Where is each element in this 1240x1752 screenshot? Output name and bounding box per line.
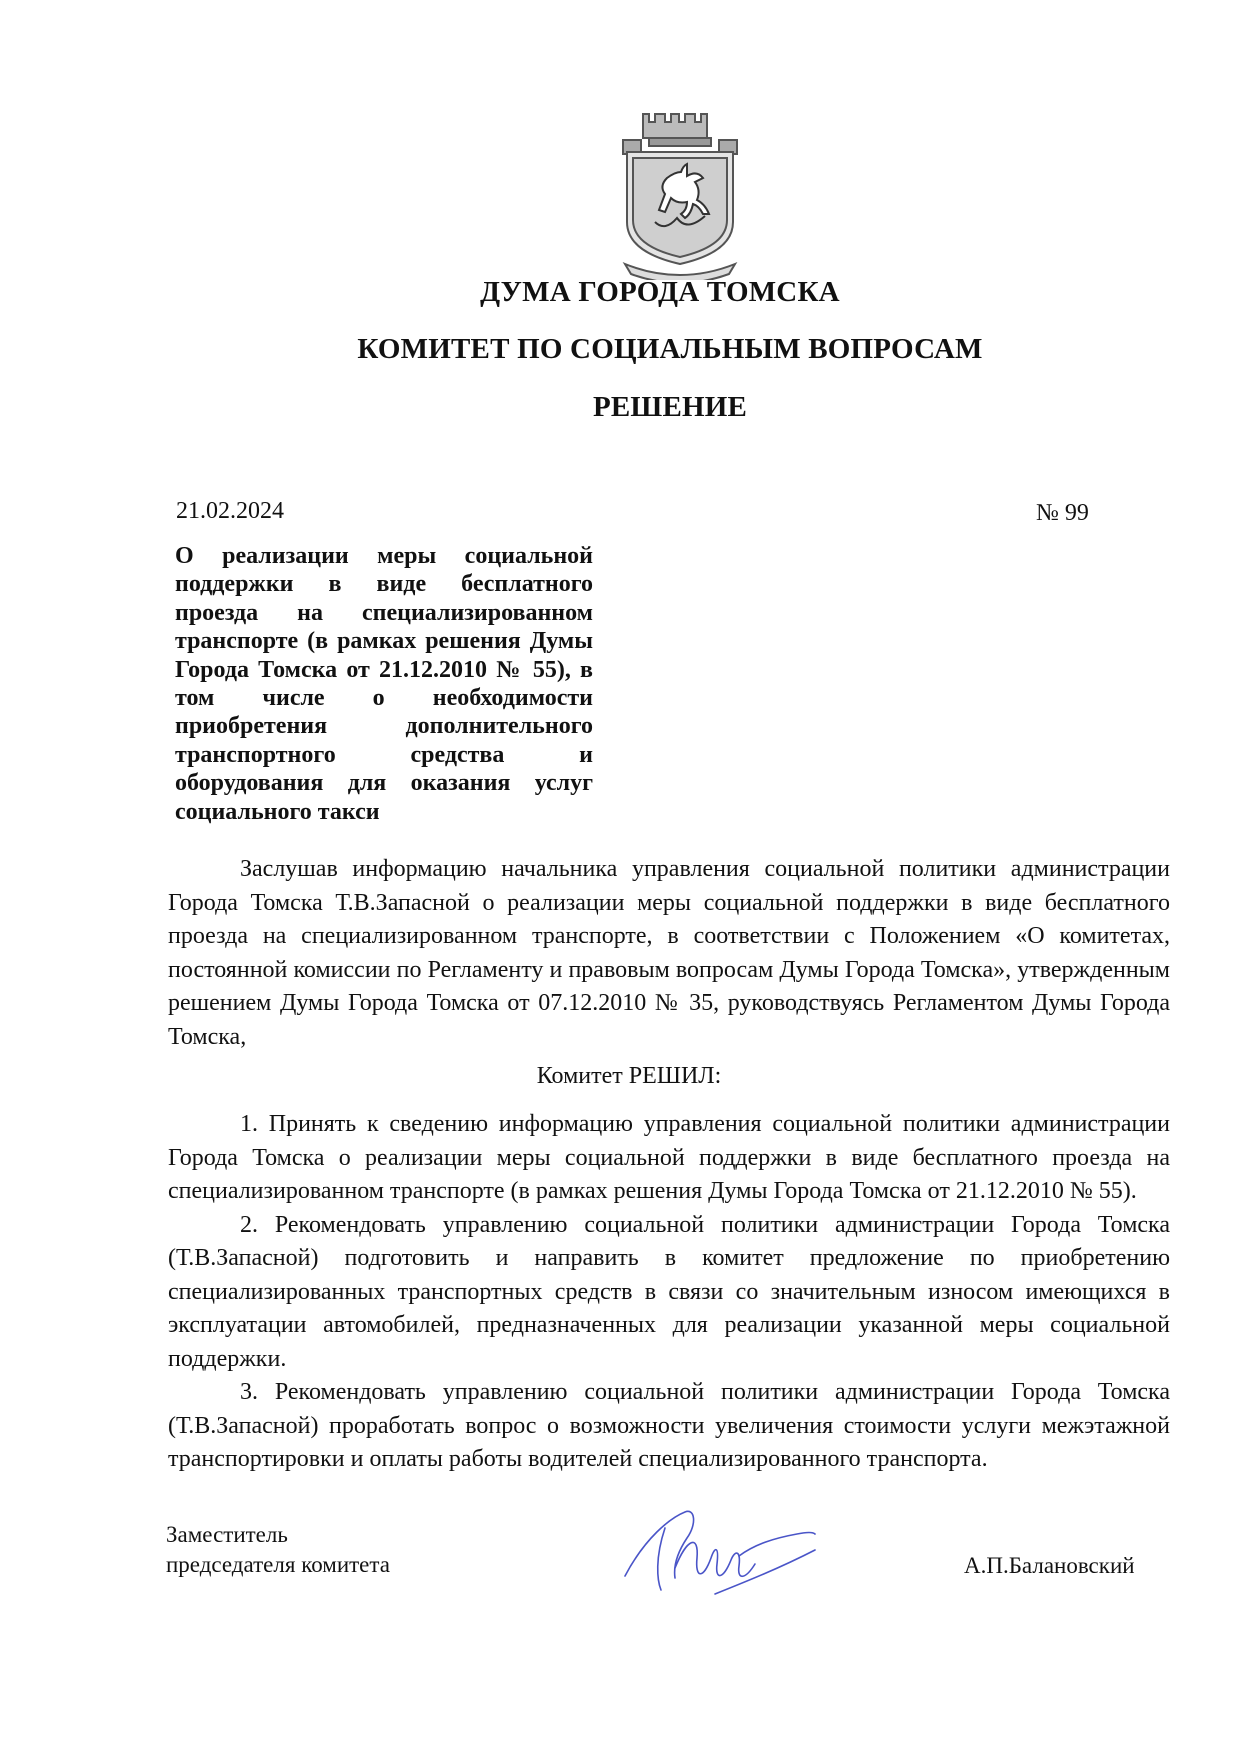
tomsk-coat-of-arms-icon — [615, 104, 745, 280]
document-type-title: РЕШЕНИЕ — [592, 391, 748, 423]
signatory-position — [166, 1520, 390, 1580]
resolution-items — [168, 1108, 1170, 1477]
intro-paragraph — [168, 853, 1170, 1054]
resolution-item-1: 1. Принять к сведению информацию управления социальной политики администрации Города Томска о реализации меры социальной поддержки в виде бесплатного проезда на специализированном транспорте (в рамках решения Думы Города Томска от 21.12.2010 № 55). — [168, 1111, 1170, 1204]
document-subject: О реализации меры социальной поддержки в виде бесплатного проезда на специализированном транспорте (в рамках решения Думы Города Томска от 21.12.2010 № 55), в том числе о необходимости приобретения дополнительного транспортного средства и оборудования для оказания услуг социального такси — [175, 543, 593, 825]
signatory-name: А.П.Балановский — [964, 1553, 1135, 1578]
document-number: № 99 — [1036, 500, 1089, 526]
resolved-label: Комитет РЕШИЛ: — [536, 1063, 722, 1089]
signatory-position-line-1: Заместитель — [166, 1522, 288, 1547]
committee-title: КОМИТЕТ ПО СОЦИАЛЬНЫМ ВОПРОСАМ — [357, 333, 983, 365]
signatory-position-line-2: председателя комитета — [166, 1552, 390, 1577]
resolution-item-3: 3. Рекомендовать управлению социальной политики администрации Города Томска (Т.В.Запасной) проработать вопрос о возможности увеличения стоимости услуги межэтажной транспортировки и оплаты работы водителей специализированного транспорта. — [168, 1379, 1170, 1472]
intro-text: Заслушав информацию начальника управления социальной политики администрации Города Томска Т.В.Запасной о реализации меры социальной поддержки в виде бесплатного проезда на специализированном транспорте, в соответствии с Положением «О комитетах, постоянной комиссии по Регламенту и правовым вопросам Думы Города Томска», утвержденным решением Думы Города Томска от 07.12.2010 № 35, руководствуясь Регламентом Думы Города Томска, — [168, 856, 1170, 1050]
document-date: 21.02.2024 — [176, 498, 284, 524]
resolution-item-2: 2. Рекомендовать управлению социальной политики администрации Города Томска (Т.В.Запасной) подготовить и направить в комитет предложение по приобретению специализированных транспортных средств в связи со значительным износом имеющихся в эксплуатации автомобилей, предназначенных для реализации указанной меры социальной поддержки. — [168, 1211, 1170, 1372]
handwritten-signature — [615, 1498, 820, 1608]
organization-title: ДУМА ГОРОДА ТОМСКА — [480, 276, 840, 308]
